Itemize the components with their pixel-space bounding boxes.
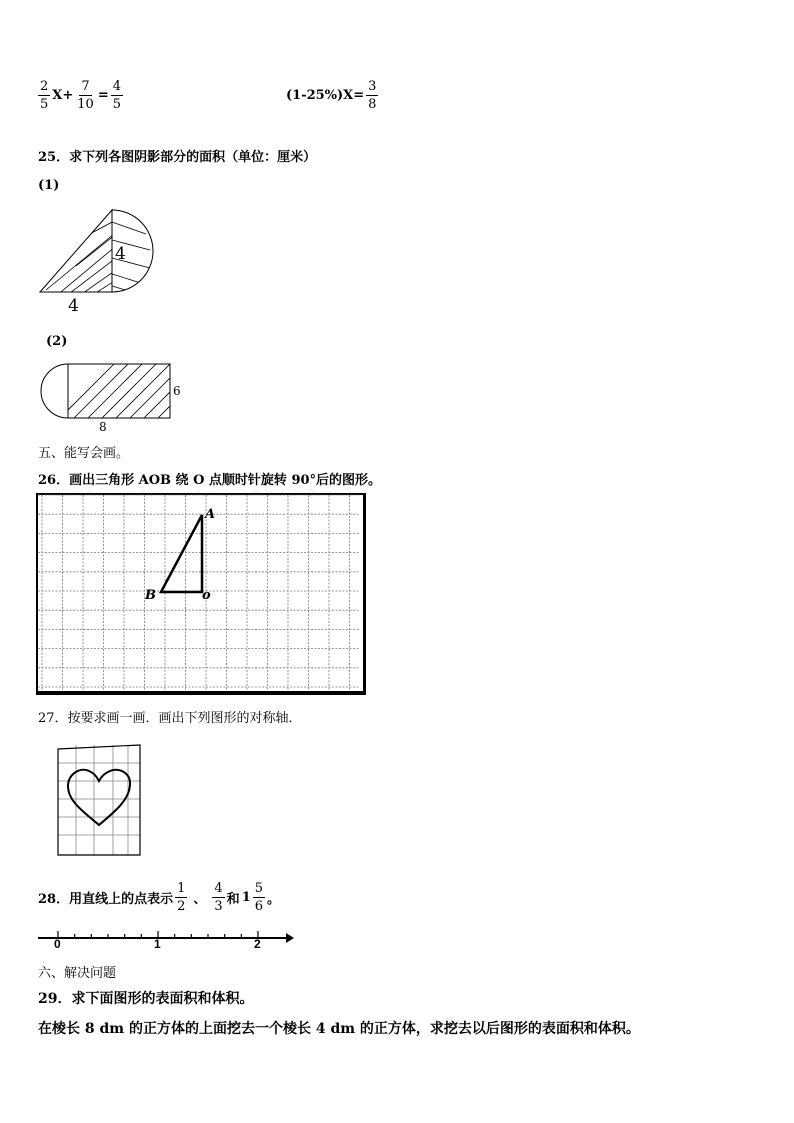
- point-a-label: A: [205, 507, 216, 522]
- fraction: $\frac{7}{10}$: [77, 79, 94, 112]
- number-line-label-1: 1: [154, 937, 161, 951]
- equation-2: (1-25%)X= $\frac{3}{8}$: [286, 79, 377, 112]
- question-29-title: 29．求下面图形的表面积和体积。: [38, 991, 254, 1007]
- figure-2-width-label: 8: [99, 420, 107, 434]
- figure-2-shaded-rectangle-semicircle: [36, 362, 186, 426]
- section-5-title: 五、能写会画。: [38, 446, 130, 461]
- grid-lines: [38, 495, 360, 691]
- figure-2-label: (2): [46, 334, 68, 349]
- number-line-label-0: 0: [54, 937, 61, 951]
- question-28-title: 28．用直线上的点表示 $\frac{1}{2}$ 、 $\frac{4}{3}$ 和 1 $\frac{5}{6}$ 。: [38, 881, 281, 914]
- rotation-grid: [36, 493, 366, 695]
- number-line-label-2: 2: [254, 937, 261, 951]
- figure-1-side-label: 4: [115, 244, 126, 264]
- heart-grid-figure: [55, 743, 145, 859]
- fraction-half: $\frac{1}{2}$: [177, 881, 186, 914]
- question-29-body: 在棱长 8 dm 的正方体的上面挖去一个棱长 4 dm 的正方体，求挖去以后图形的表面积和体积。: [38, 1021, 640, 1037]
- figure-1-base-label: 4: [68, 296, 79, 316]
- point-o-label: o: [202, 588, 211, 603]
- fraction-four-thirds: $\frac{4}{3}$: [214, 881, 223, 914]
- figure-2-height-label: 6: [173, 384, 181, 398]
- figure-1-shaded-triangle-semicircle: [36, 206, 176, 306]
- fraction-five-sixths: $\frac{5}{6}$: [254, 881, 264, 914]
- point-b-label: B: [145, 588, 156, 603]
- fraction: $\frac{2}{5}$: [40, 79, 49, 112]
- fraction: $\frac{4}{5}$: [112, 79, 121, 112]
- equation-1: $\frac{2}{5}$ X+ $\frac{7}{10}$ = $\frac{4}{5}$: [40, 79, 121, 112]
- triangle-aob: [161, 515, 202, 592]
- figure-1-label: (1): [38, 178, 60, 193]
- fraction: $\frac{3}{8}$: [368, 79, 377, 112]
- arrow-right-icon: [286, 933, 294, 943]
- question-26-title: 26．画出三角形 AOB 绕 O 点顺时针旋转 90°后的图形。: [38, 473, 382, 488]
- question-27-title: 27．按要求画一画．画出下列图形的对称轴．: [38, 711, 302, 726]
- question-25-title: 25．求下列各图阴影部分的面积（单位：厘米）: [38, 150, 317, 165]
- section-6-title: 六、解决问题: [38, 966, 117, 981]
